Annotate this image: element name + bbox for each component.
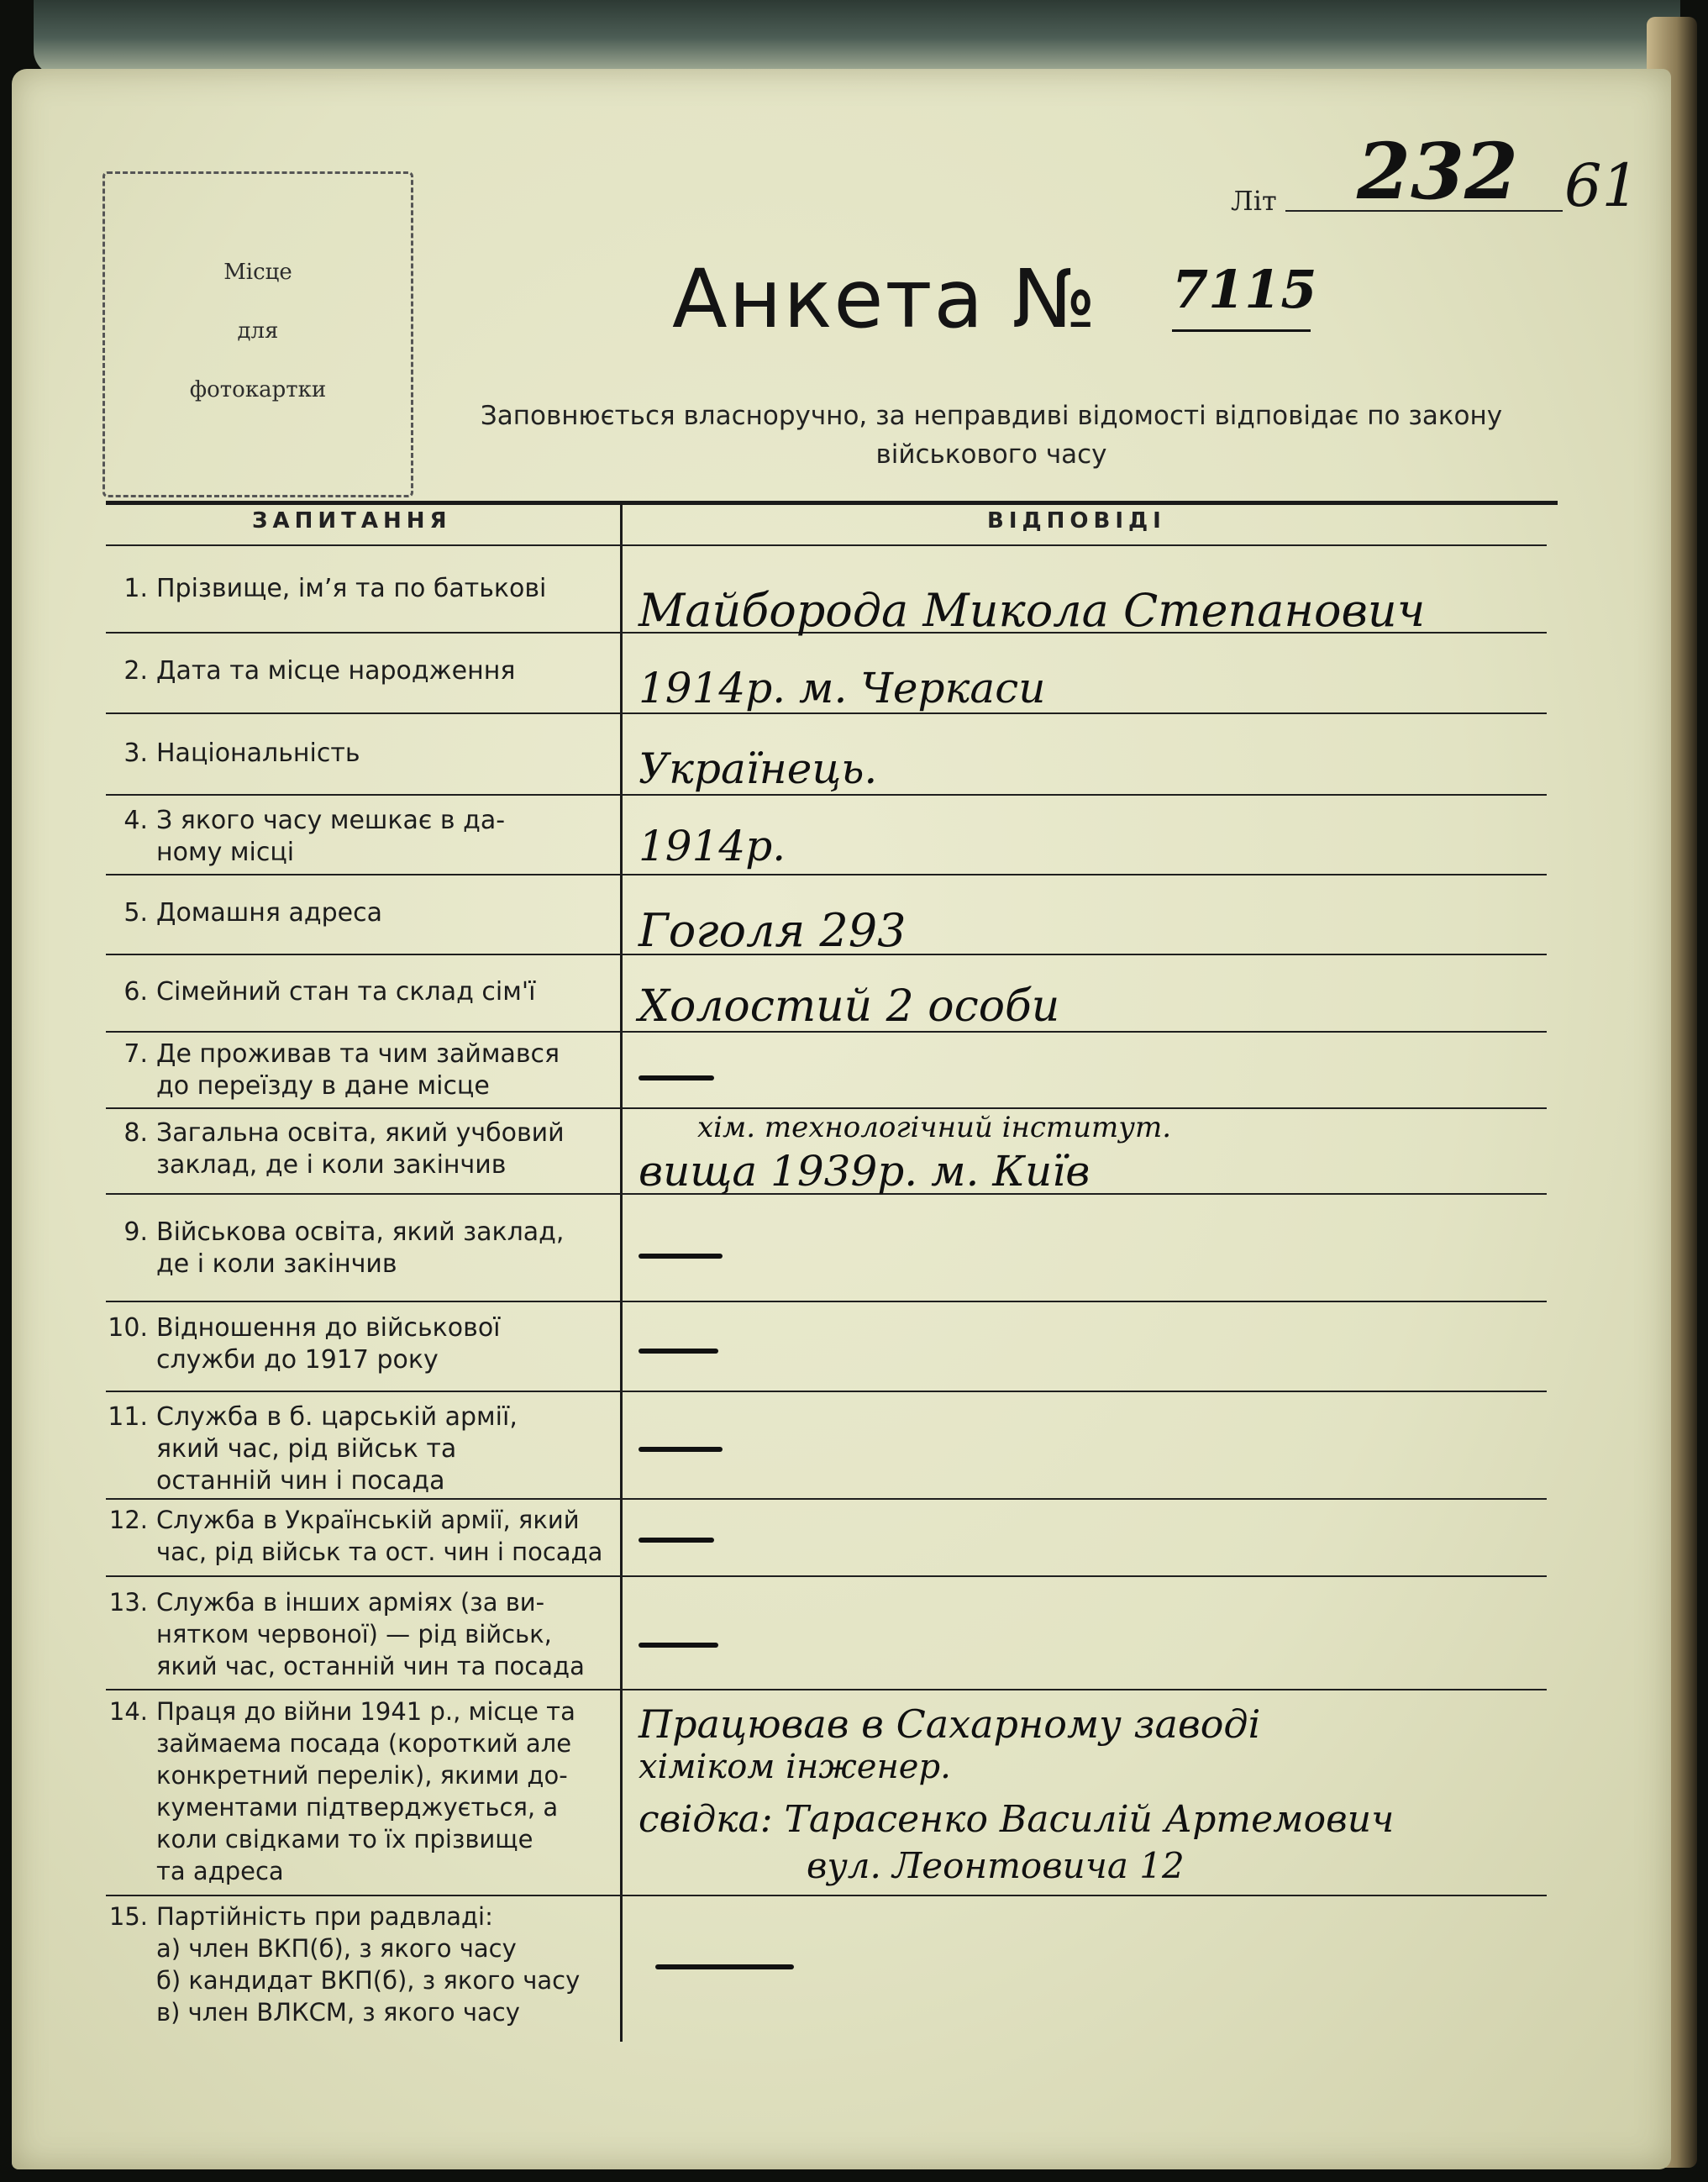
answer-11-dash (639, 1447, 723, 1452)
column-header-questions: ЗАПИТАННЯ (252, 508, 452, 534)
answer-6: Холостий 2 особи (639, 981, 1060, 1032)
sheet-number: 61 (1564, 151, 1640, 220)
question-text: Військова освіта, який заклад, (156, 1217, 565, 1247)
question-text: б) кандидат ВКП(б), з якого часу (156, 1966, 581, 1995)
question-text: Служба в інших арміях (за ви- (156, 1588, 545, 1617)
answer-8-line2: вища 1939р. м. Київ (639, 1147, 1090, 1196)
answer-3: Українець. (639, 744, 878, 793)
question-1 (106, 573, 612, 605)
answer-13-dash (639, 1643, 718, 1648)
question-text: Партійність при радвладі: (156, 1902, 493, 1931)
question-text: служби до 1917 року (156, 1345, 439, 1375)
question-9 (106, 1217, 612, 1280)
question-5 (106, 897, 612, 929)
question-text: Домашня адреса (156, 898, 382, 928)
row-separator (106, 1391, 1547, 1392)
folder-top-edge (34, 0, 1680, 76)
question-10 (106, 1312, 612, 1376)
question-text: який час, останній чин та посада (156, 1652, 585, 1680)
question-7 (106, 1038, 612, 1102)
row-separator (106, 1301, 1547, 1302)
answer-5: Гоголя 293 (639, 904, 907, 957)
question-text: час, рід військ та ост. чин і посада (156, 1538, 603, 1566)
question-number: 11. (108, 1402, 148, 1432)
question-text: останній чин і посада (156, 1466, 445, 1496)
question-14 (106, 1696, 612, 1887)
row-separator (106, 1895, 1547, 1896)
question-15 (106, 1901, 612, 2028)
row-separator (106, 1689, 1547, 1690)
row-separator (106, 544, 1547, 546)
answer-7-dash (639, 1075, 714, 1080)
photo-label-line1: Місце (223, 260, 292, 285)
question-number: 15. (108, 1902, 148, 1931)
question-text: де і коли закінчив (156, 1249, 397, 1279)
question-text: який час, рід військ та (156, 1434, 457, 1464)
answer-14-line1: Працював в Сахарному заводі (639, 1701, 1261, 1747)
question-number: 9. (124, 1217, 148, 1247)
question-text: та адреса (156, 1857, 284, 1885)
answer-14-line3: свідка: Тарасенко Василій Артемович (639, 1798, 1395, 1841)
question-text: коли свідками то їх прізвище (156, 1825, 533, 1853)
question-text: Сімейний стан та склад сім'ї (156, 977, 536, 1007)
answer-9-dash (639, 1254, 723, 1259)
row-separator (106, 1498, 1547, 1500)
question-11 (106, 1401, 612, 1497)
question-12 (106, 1504, 612, 1568)
subtitle-line2: військового часу (875, 439, 1107, 470)
photo-label-line3: фотокартки (189, 377, 327, 402)
lit-number: 232 (1357, 126, 1519, 217)
question-8 (106, 1117, 612, 1181)
question-2 (106, 655, 612, 687)
column-divider (620, 504, 623, 2042)
question-text: З якого часу мешкає в да- (156, 806, 506, 835)
answer-14-line2: хіміком інженер. (639, 1748, 951, 1786)
question-text: кументами підтверджується, а (156, 1793, 559, 1822)
subtitle (437, 397, 1546, 474)
question-number: 4. (124, 806, 148, 835)
answer-14-line4: вул. Леонтовича 12 (807, 1845, 1185, 1886)
question-number: 10. (108, 1313, 148, 1343)
form-number: 7115 (1172, 259, 1317, 320)
answer-2: 1914р. м. Черкаси (639, 664, 1046, 712)
title-underline (1172, 329, 1311, 332)
question-text: Служба в б. царській армії, (156, 1402, 518, 1432)
row-separator (106, 874, 1547, 875)
column-header-answers: ВІДПОВІДІ (987, 508, 1166, 534)
question-text: Загальна освіта, який учбовий (156, 1118, 565, 1148)
lit-label: Літ (1231, 185, 1277, 217)
answer-15-dash (655, 1964, 794, 1969)
question-number: 5. (124, 898, 148, 928)
answer-1: Майборода Микола Степанович (639, 584, 1426, 637)
table-top-rule (106, 501, 1558, 505)
question-number: 8. (124, 1118, 148, 1148)
question-number: 1. (124, 574, 148, 603)
question-text: в) член ВЛКСМ, з якого часу (156, 1998, 520, 2027)
question-number: 13. (108, 1588, 148, 1617)
answer-12-dash (639, 1538, 714, 1543)
answer-4: 1914р. (639, 822, 786, 870)
answer-8-line1: хім. технологічний інститут. (697, 1111, 1172, 1144)
question-text: заклад, де і коли закінчив (156, 1150, 507, 1180)
row-separator (106, 1107, 1547, 1109)
row-separator (106, 1575, 1547, 1577)
question-text: нятком червоної) — рід військ, (156, 1620, 552, 1648)
question-number: 6. (124, 977, 148, 1007)
question-text: Дата та місце народження (156, 656, 516, 686)
question-13 (106, 1586, 612, 1682)
question-number: 12. (108, 1506, 148, 1534)
question-6 (106, 976, 612, 1008)
row-separator (106, 794, 1547, 796)
question-text: Національність (156, 739, 360, 768)
question-text: Служба в Українській армії, який (156, 1506, 580, 1534)
photo-placeholder (102, 171, 413, 497)
question-number: 2. (124, 656, 148, 686)
question-text: а) член ВКП(б), з якого часу (156, 1934, 517, 1963)
photo-label-line2: для (237, 318, 279, 344)
question-number: 14. (108, 1697, 148, 1726)
question-number: 3. (124, 739, 148, 768)
subtitle-line1: Заповнюється власноручно, за неправдиві відомості відповідає по закону (480, 401, 1503, 431)
question-text: Праця до війни 1941 р., місце та (156, 1697, 575, 1726)
question-text: займаема посада (короткий але (156, 1729, 572, 1758)
question-text: конкретний перелік), якими до- (156, 1761, 568, 1790)
question-text: ному місці (156, 838, 295, 867)
question-number: 7. (124, 1039, 148, 1069)
question-text: Прізвище, ім’я та по батькові (156, 574, 547, 603)
page-title: Анкета № (672, 252, 1098, 346)
question-text: Відношення до військової (156, 1313, 501, 1343)
question-4 (106, 805, 612, 869)
answer-10-dash (639, 1349, 718, 1354)
question-3 (106, 738, 612, 770)
question-text: Де проживав та чим займався (156, 1039, 560, 1069)
question-text: до переїзду в дане місце (156, 1071, 490, 1101)
row-separator (106, 712, 1547, 714)
